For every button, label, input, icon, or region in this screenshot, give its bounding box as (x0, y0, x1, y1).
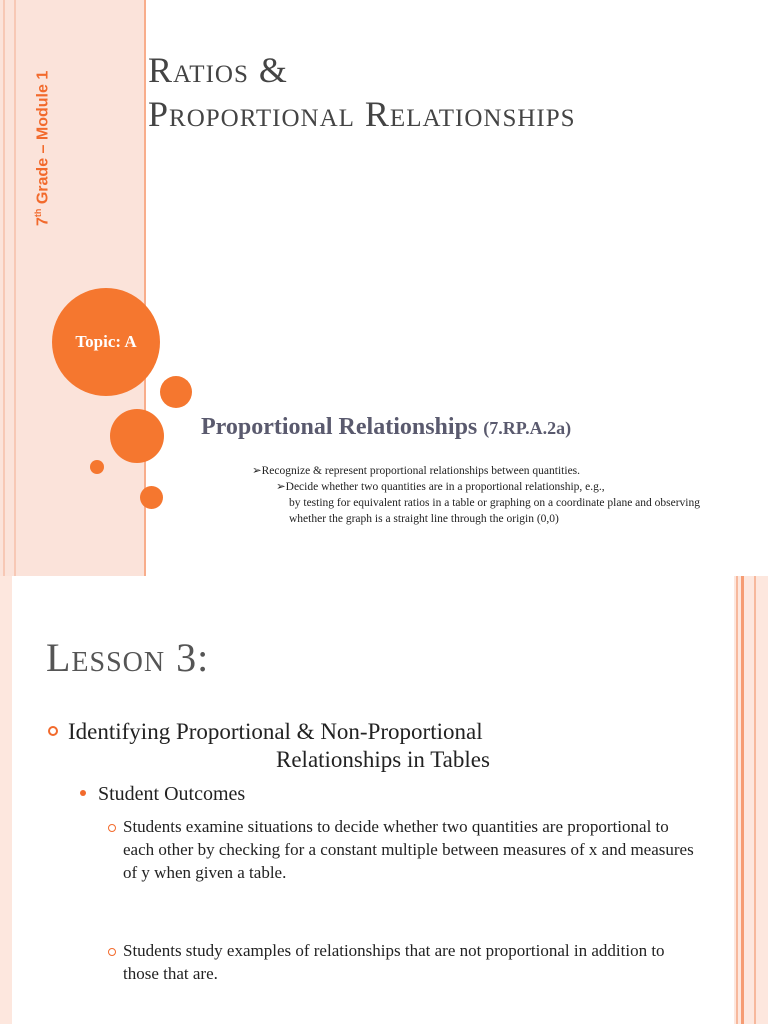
ring-bullet-icon (48, 726, 58, 736)
decorative-circle (140, 486, 163, 509)
topic-label: Topic: A (75, 332, 137, 351)
ring-bullet-icon (108, 948, 116, 956)
lesson-title: Lesson 3: (46, 635, 210, 680)
student-outcomes-heading: Student Outcomes (80, 783, 245, 806)
band-stripe (736, 576, 738, 1024)
band-stripe (754, 576, 756, 1024)
outcome-item: Students study examples of relationships that are not proportional in addition to those that are. (108, 939, 698, 985)
dot-bullet-icon (80, 790, 86, 796)
standard-bullets (252, 463, 722, 527)
lesson-subtitle: Proportional Relationships (7.RP.A.2a) (201, 414, 572, 440)
outcome-item: Students examine situations to decide whether two quantities are proportional to each other by checking for a constant multiple between measures of x and measures of y when given a table. (108, 815, 698, 884)
slide-2 (0, 576, 768, 1024)
right-band (734, 576, 768, 1024)
decorative-circle (110, 409, 164, 463)
bullet-recognize: ➢Recognize & represent proportional relationships between quantities. (252, 465, 581, 477)
ring-bullet-icon (108, 824, 116, 832)
band-stripe (14, 0, 16, 576)
decorative-circle (160, 376, 192, 408)
lesson-topic-item: Identifying Proportional & Non-Proportional (48, 716, 483, 748)
grade-module-label: 7th Grade – Module 1 (33, 70, 52, 226)
decorative-circle (90, 460, 104, 474)
standard-code: (7.RP.A.2a) (483, 418, 572, 438)
topic-circle (52, 288, 160, 396)
slide-title: Ratios & Proportional Relationships (148, 50, 576, 134)
band-stripe (3, 0, 5, 576)
left-band (0, 576, 12, 1024)
side-band (0, 0, 144, 576)
band-stripe (741, 576, 744, 1024)
lesson-topic-item-cont: Relationships in Tables (276, 747, 490, 772)
bullet-decide: ➢Decide whether two quantities are in a proportional relationship, e.g., by testing for equivalent ratios in a table or graphing on a coordinate plane and observing whether the graph is a straight line through the origin (0,0) (276, 481, 701, 525)
